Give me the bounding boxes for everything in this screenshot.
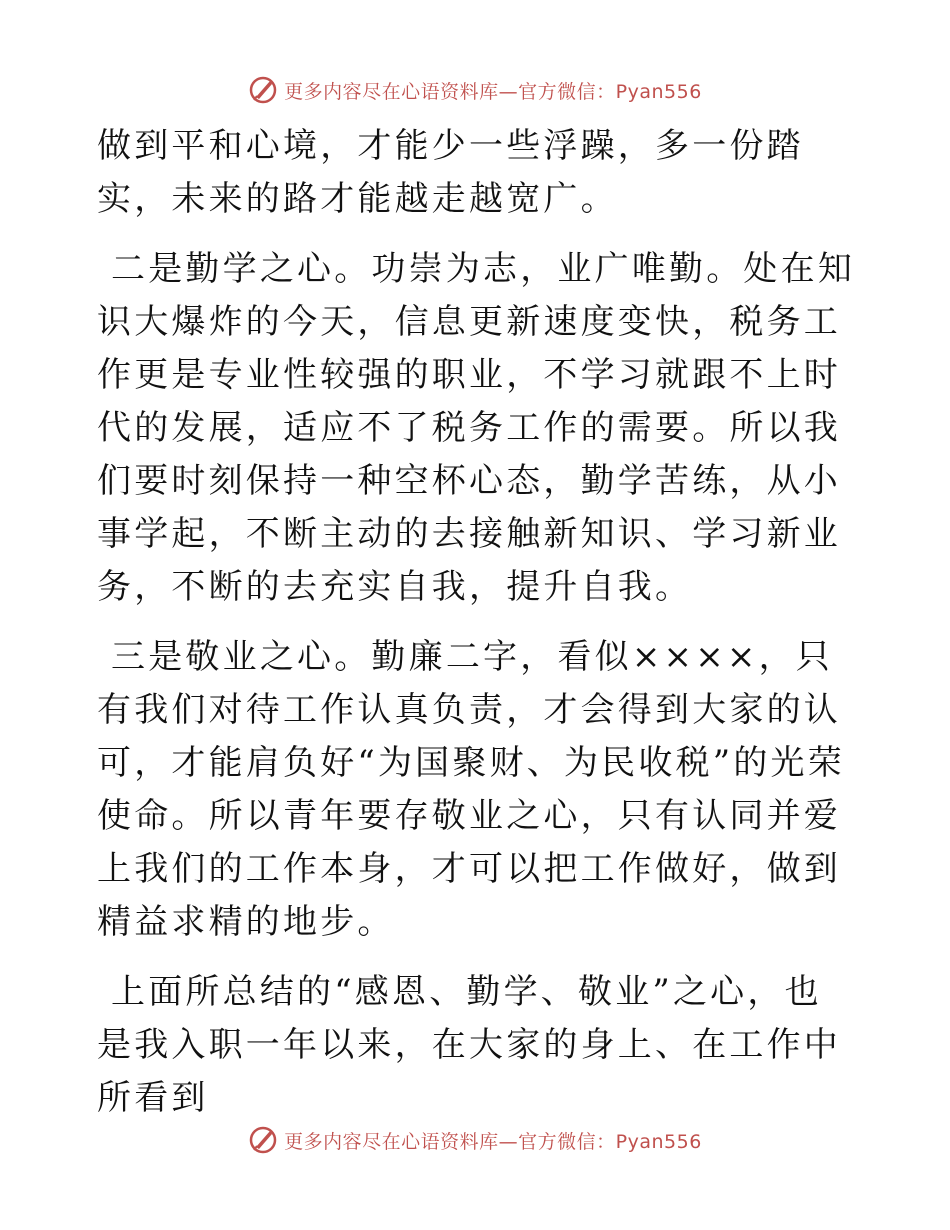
quill-pen-logo-icon [248,75,278,105]
paragraph-continuation: 做到平和心境，才能少一些浮躁，多一份踏实，未来的路才能越走越宽广。 [97,126,804,219]
footer-banner-text: 更多内容尽在心语资料库—官方微信：Pyan556 [284,1130,702,1153]
paragraph-dedication: 三是敬业之心。勤廉二字，看似××××，只有我们对待工作认真负责，才会得到大家的认可，才能肩负好“为国聚财、为民收税”的光荣使命。所以青年要存敬业之心，只有认同并爱上我们的工作本身，才可以把工作做好，做到精益求精的地步。 [97,637,845,942]
paragraph-summary: 上面所总结的“感恩、勤学、敬业”之心，也是我入职一年以来，在大家的身上、在工作中所看到 [97,972,841,1118]
footer-banner [0,1120,950,1160]
header-banner-text: 更多内容尽在心语资料库—官方微信：Pyan556 [284,80,702,103]
quill-pen-logo-icon [248,1125,278,1155]
document-body [97,120,857,1125]
header-banner [0,70,950,110]
paragraph-diligent-learning: 二是勤学之心。功崇为志，业广唯勤。处在知识大爆炸的今天，信息更新速度变快，税务工作更是专业性较强的职业，不学习就跟不上时代的发展，适应不了税务工作的需要。所以我们要时刻保持一种空杯心态，勤学苦练，从小事学起，不断主动的去接触新知识、学习新业务，不断的去充实自我，提升自我。 [97,249,856,607]
